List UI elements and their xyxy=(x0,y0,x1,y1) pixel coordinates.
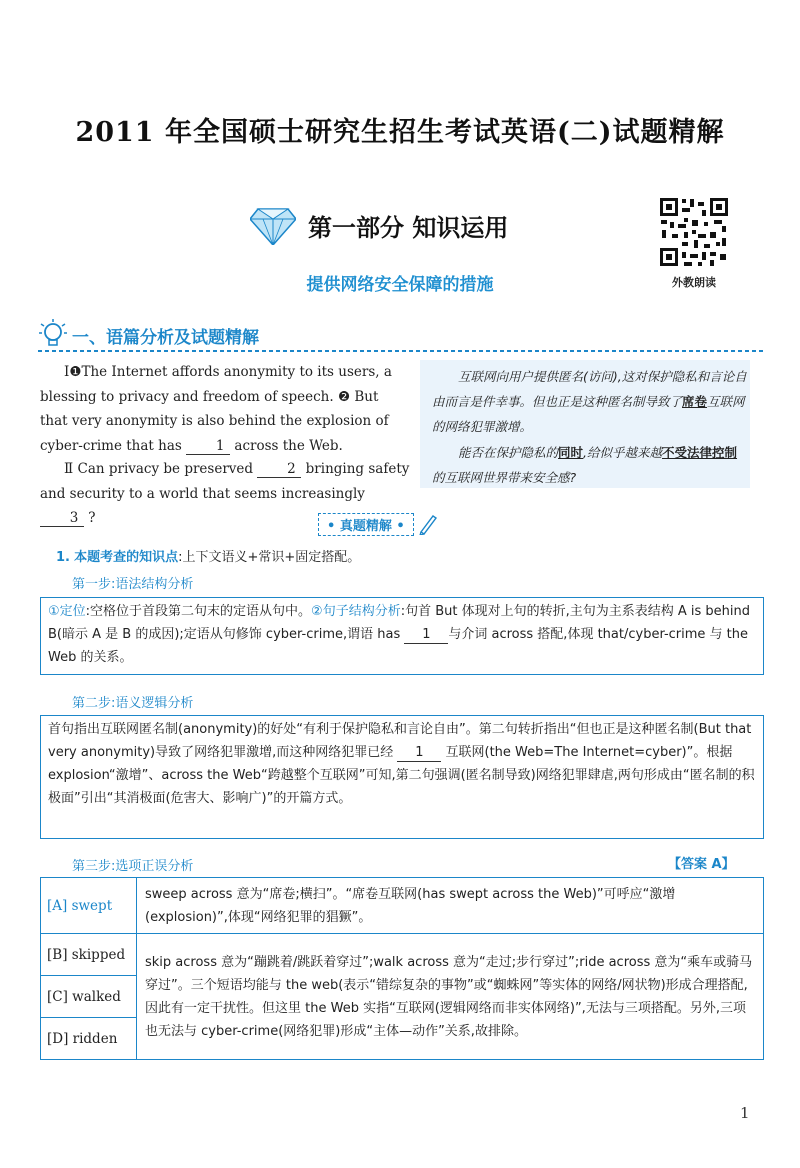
passage-paragraph-1 xyxy=(40,360,410,458)
translation-text: ,给似乎越来越 xyxy=(583,445,663,460)
lightbulb-icon xyxy=(38,318,68,350)
passage-text: But that very anonymity is also behind the explosion of cyber-crime that has xyxy=(40,388,389,454)
translation-paragraph-1 xyxy=(432,364,748,439)
translation-text: 能否在保护隐私的 xyxy=(458,445,559,460)
question-focus-text: :上下文语义+常识+固定搭配。 xyxy=(178,550,361,565)
page-number: 1 xyxy=(740,1104,750,1122)
step-1-a-text: :空格位于首段第二句末的定语从句中。 xyxy=(85,604,312,619)
translation-text: 互联网向用户提供匿名(访问),这对保护隐私和言论自由而言是件幸事。但也正是这种匿名制导致了 xyxy=(432,369,747,409)
step-2-label: 第二步:语义逻辑分析 xyxy=(72,696,194,711)
qr-caption: 外教朗读 xyxy=(672,276,716,289)
section-header xyxy=(250,200,508,250)
diamond-icon xyxy=(250,205,296,245)
step-2-text-b: 互联网(the Web=The Internet=cyber)”。根据 explosion“激增”、across the Web“跨越整个互联网”可知,第二句强调(匿名制导致)网络犯罪肆虐,两句形成由“匿名制的积极面”引出“其消极面(危害大、影响广)”的开篇方式。 xyxy=(48,745,755,806)
option-bcd-desc: skip across 意为“蹦跳着/跳跃着穿过”;walk across 意为“走过;步行穿过”;ride across 意为“乘车或骑马穿过”。三个短语均能与 the web(表示“错综复杂的事物”或“蜘蛛网”等实体的网络/网状物)形成合理搭配,因此有一定干扰性。但这里 the Web 实指“互联网(逻辑网络而非实体网络)”,无法与三项搭配。另外,三项也无法与 cyber-crime(网络犯罪)形成“主体—动作”关系,故排除。 xyxy=(137,934,764,1060)
passage-text: The Internet affords anonymity to its users, a blessing to privacy and freedom of speech. xyxy=(40,364,392,405)
translation-paragraph-2 xyxy=(432,440,748,490)
para-numeral: Ⅱ xyxy=(64,461,74,477)
sentence-marker: ❶ xyxy=(69,364,82,380)
translation-text: 互联网的网络犯罪激增。 xyxy=(432,394,745,434)
translation-text: 的互联网世界带来安全感? xyxy=(432,470,577,485)
blank-1[interactable]: 1 xyxy=(186,438,230,455)
passage-text: across the Web. xyxy=(234,437,343,454)
question-number: 1. xyxy=(56,550,70,565)
blank-2[interactable]: 2 xyxy=(257,461,301,478)
step-2-text-a: 首句指出互联网匿名制(anonymity)的好处“有利于保护隐私和言论自由”。第二句转折指出“但也正是这种匿名制(But that very anonymity)导致了网络犯罪激增,而这种网络犯罪已经 xyxy=(48,722,752,760)
option-a[interactable]: [A] swept xyxy=(41,878,137,934)
jingjie-label: • 真题精解 • xyxy=(318,513,414,536)
step-3-label: 第三步:选项正误分析 xyxy=(72,859,194,874)
section-heading: 一、语篇分析及试题精解 xyxy=(72,328,259,348)
section-title: 第一部分 知识运用 xyxy=(308,213,509,242)
answer-badge: 【答案 A】 xyxy=(668,857,735,872)
qr-code-icon[interactable] xyxy=(658,196,730,268)
option-d[interactable]: [D] ridden xyxy=(41,1018,137,1060)
option-c[interactable]: [C] walked xyxy=(41,976,137,1018)
table-row xyxy=(41,934,764,976)
sentence-marker: ❷ xyxy=(337,388,351,405)
table-row xyxy=(41,878,764,934)
passage-text: Can privacy be preserved xyxy=(77,461,254,477)
pen-icon xyxy=(418,513,438,535)
option-b[interactable]: [B] skipped xyxy=(41,934,137,976)
option-a-desc: sweep across 意为“席卷;横扫”。“席卷互联网(has swept across the Web)”可呼应“激增(explosion)”,体现“网络犯罪的猖獗”。 xyxy=(137,878,764,934)
translation-keyword: 不受法律控制 xyxy=(662,445,738,460)
page-title: 2011 年全国硕士研究生招生考试英语(二)试题精解 xyxy=(75,117,725,148)
passage-text: bringing safety and security to a world that seems increasingly xyxy=(40,461,410,502)
step-1-label: 第一步:语法结构分析 xyxy=(72,577,194,592)
passage-subtitle: 提供网络安全保障的措施 xyxy=(306,275,494,295)
heading-divider xyxy=(38,350,764,352)
passage-text: ? xyxy=(88,510,96,526)
question-focus-label: 本题考查的知识点 xyxy=(74,550,179,565)
step-1-text xyxy=(48,600,758,669)
step-1-b-text: :句首 But 体现对上句的转折,主句为主系表结构 A is behind B(暗示 A 是 B 的成因);定语从句修饰 cyber-crime,谓语 has xyxy=(48,604,751,642)
jingjie-header xyxy=(318,512,458,536)
question-title xyxy=(56,546,360,565)
blank-3[interactable]: 3 xyxy=(40,510,84,527)
step-1-a-label: ①定位 xyxy=(48,604,86,619)
step-1-c-text: 与介词 across 搭配,体现 that/cyber-crime 与 the Web 的关系。 xyxy=(48,627,749,665)
step-2-text xyxy=(48,718,758,810)
translation-keyword: 席卷 xyxy=(682,394,708,409)
options-table xyxy=(40,877,764,1060)
para-numeral: Ⅰ xyxy=(64,364,70,380)
step-1-b-label: ②句子结构分析 xyxy=(311,604,401,619)
translation-keyword: 同时 xyxy=(558,445,584,460)
blank-ref-1: 1 xyxy=(404,627,448,644)
blank-ref-2: 1 xyxy=(397,745,441,762)
